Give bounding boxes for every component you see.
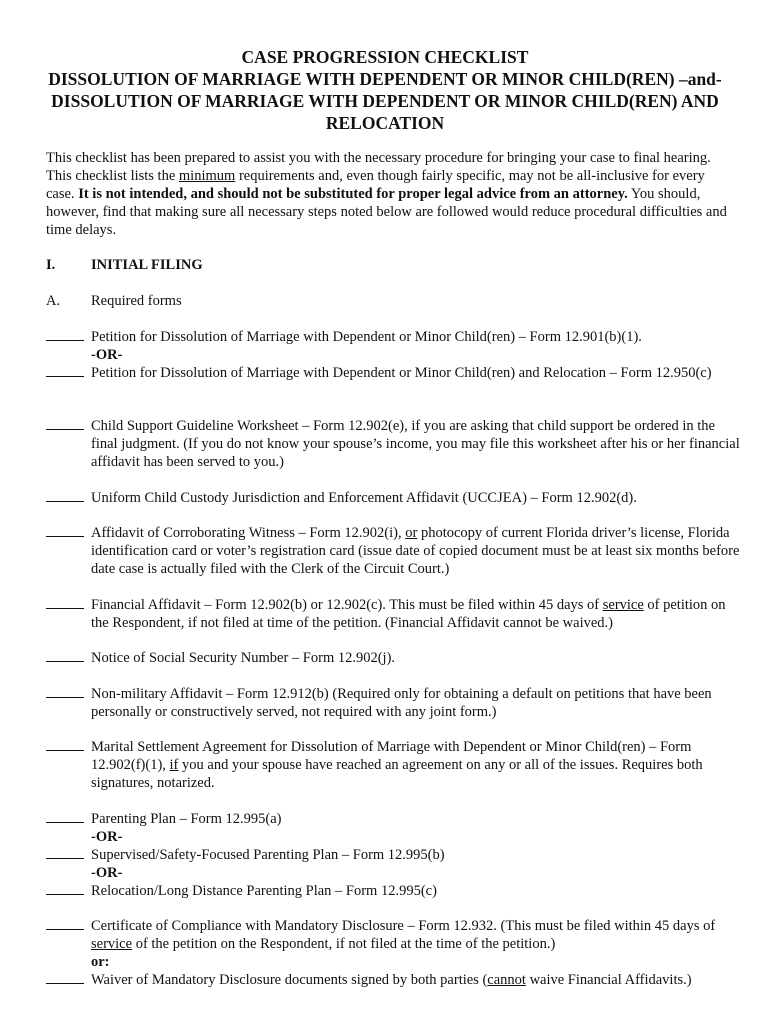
item-nonmilitary-affidavit: Non-military Affidavit – Form 12.912(b) (Required only for obtaining a default on petitions that have been personally or constructively served, not required with any joint form.) (91, 686, 712, 720)
subsection-title: Required forms (91, 293, 182, 309)
item-parenting-plan: Parenting Plan – Form 12.995(a) (91, 811, 282, 827)
item-financial-text-1: Financial Affidavit – Form 12.902(b) or 12.902(c). This must be filed within 45 days of (91, 597, 603, 613)
document-title (30, 46, 740, 134)
checkbox-blank-relocation-plan[interactable] (46, 894, 84, 895)
item-financial-underlined-service: service (602, 597, 644, 613)
item-certificate-compliance (91, 917, 741, 953)
item-waiver-disclosure (91, 971, 741, 989)
item-waiver-underlined-cannot: cannot (487, 972, 526, 988)
item-petition: Petition for Dissolution of Marriage with Dependent or Minor Child(ren) – Form 12.901(b)(1). (91, 329, 642, 345)
checkbox-blank-corroborating-witness[interactable] (46, 536, 84, 537)
item-child-support: Child Support Guideline Worksheet – Form 12.902(e), if you are asking that child support be ordered in the final judgment. (If you do not know your spouse’s income, you may file this worksheet after his or her financial affidavit has been served to you.) (91, 418, 740, 470)
checkbox-blank-ssn[interactable] (46, 661, 84, 662)
intro-text-3: You should, however, find that making sure all necessary steps noted below are followed would reduce procedural difficulties and time delays. (46, 186, 727, 238)
item-corroborating-witness-underlined: or (405, 525, 418, 541)
item-compliance-text-1: Certificate of Compliance with Mandatory Disclosure – Form 12.932. (This must be filed within 45 days of (91, 918, 716, 934)
item-marital-settlement (91, 738, 741, 792)
item-msa-text-1: Marital Settlement Agreement for Dissolution of Marriage with Dependent or Minor Child(ren) – Form 12.902(f)(1), (91, 739, 692, 773)
intro-text-1: This checklist has been prepared to assist you with the necessary procedure for bringing your case to final hearing. This checklist lists the (46, 150, 711, 184)
intro-paragraph (46, 149, 736, 239)
item-corroborating-witness-text-2: photocopy of current Florida driver’s license, Florida identification card or voter’s registration card (issue date of copied document must be at least six months before date case is actually filed with the Clerk of the Circuit Court.) (91, 525, 740, 577)
item-financial-text-2: of petition on the Respondent, if not filed at time of the petition. (Financial Affidavit cannot be waived.) (91, 597, 726, 631)
item-petition-relocation: Petition for Dissolution of Marriage with Dependent or Minor Child(ren) and Relocation – Form 12.950(c) (91, 365, 712, 381)
checkbox-blank-compliance[interactable] (46, 929, 84, 930)
intro-underlined-minimum: minimum (178, 168, 236, 184)
or-separator-1: -OR- (91, 347, 123, 363)
or-separator-4: or: (91, 954, 110, 970)
item-relocation-parenting-plan: Relocation/Long Distance Parenting Plan – Form 12.995(c) (91, 883, 437, 899)
checkbox-blank-nonmilitary[interactable] (46, 697, 84, 698)
checkbox-blank-child-support[interactable] (46, 429, 84, 430)
item-ssn-notice: Notice of Social Security Number – Form 12.902(j). (91, 650, 396, 666)
item-compliance-text-2: of the petition on the Respondent, if not filed at the time of the petition.) (132, 936, 556, 952)
title-line-1: CASE PROGRESSION CHECKLIST (241, 47, 529, 67)
or-separator-2: -OR- (91, 829, 123, 845)
item-supervised-parenting-plan: Supervised/Safety-Focused Parenting Plan – Form 12.995(b) (91, 847, 445, 863)
item-msa-text-2: you and your spouse have reached an agreement on any or all of the issues. Requires both signatures, notarized. (91, 757, 703, 791)
subsection-letter: A. (46, 293, 61, 309)
checkbox-blank-msa[interactable] (46, 750, 84, 751)
item-msa-underlined-if: if (169, 757, 179, 773)
title-line-2: DISSOLUTION OF MARRIAGE WITH DEPENDENT OR MINOR CHILD(REN) –and- (48, 69, 722, 89)
checkbox-blank-waiver[interactable] (46, 983, 84, 984)
item-uccjea: Uniform Child Custody Jurisdiction and Enforcement Affidavit (UCCJEA) – Form 12.902(d). (91, 490, 637, 506)
checkbox-blank-petition[interactable] (46, 340, 84, 341)
intro-text-2: requirements and, even though fairly specific, may not be all-inclusive for every case. (46, 168, 705, 202)
checkbox-blank-parenting-plan[interactable] (46, 822, 84, 823)
checkbox-blank-supervised-plan[interactable] (46, 858, 84, 859)
intro-bold-disclaimer: It is not intended, and should not be substituted for proper legal advice from an attorney. (78, 186, 628, 202)
title-line-3: DISSOLUTION OF MARRIAGE WITH DEPENDENT OR MINOR CHILD(REN) AND (51, 91, 719, 111)
item-waiver-text-2: waive Financial Affidavits.) (525, 972, 692, 988)
or-separator-3: -OR- (91, 865, 123, 881)
checkbox-blank-petition-relocation[interactable] (46, 376, 84, 377)
title-line-4: RELOCATION (325, 113, 445, 133)
section-number: I. (46, 257, 56, 273)
item-financial-affidavit (91, 596, 741, 632)
section-title: INITIAL FILING (91, 257, 203, 273)
checkbox-blank-uccjea[interactable] (46, 501, 84, 502)
checkbox-blank-financial-affidavit[interactable] (46, 608, 84, 609)
item-corroborating-witness-text-1: Affidavit of Corroborating Witness – Form 12.902(i), (91, 525, 406, 541)
item-compliance-underlined-service: service (91, 936, 133, 952)
item-corroborating-witness (91, 524, 741, 578)
item-waiver-text-1: Waiver of Mandatory Disclosure documents signed by both parties ( (91, 972, 488, 988)
